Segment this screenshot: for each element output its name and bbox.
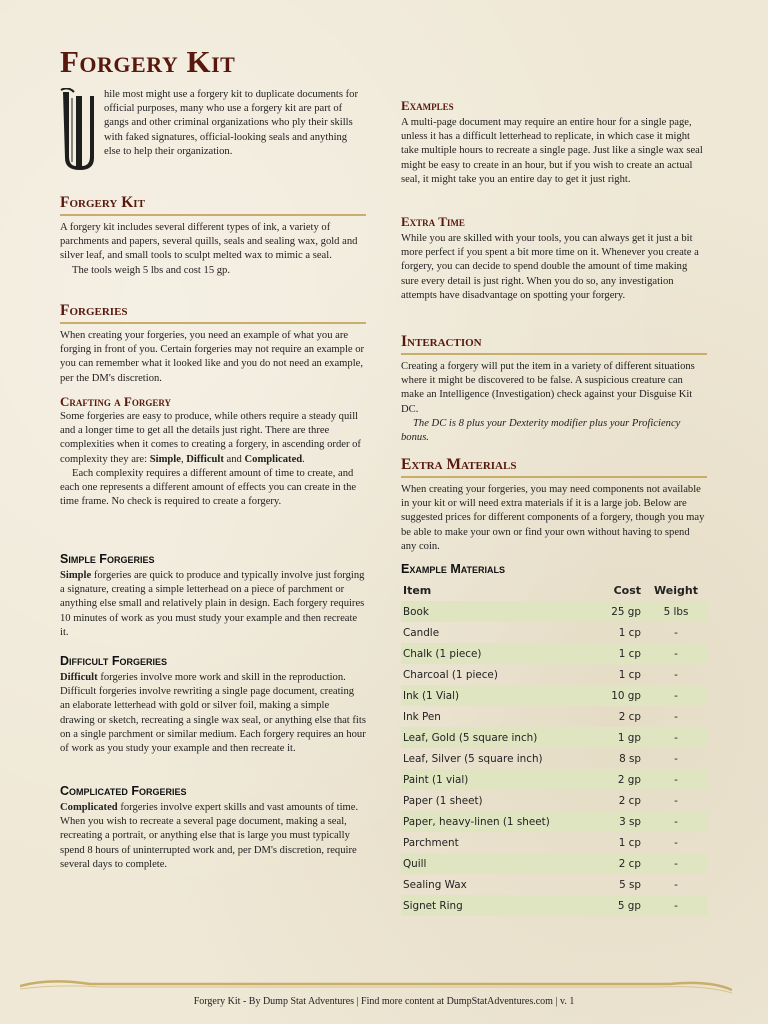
intro-text: hile most might use a forgery kit to duplicate documents for official purposes, many who use a forgery kit are part of gangs and other criminal organizations who ply their skills with faked signatures, official-looking seals and anything else to help their organization. xyxy=(104,89,359,157)
page-title: Forgery Kit xyxy=(60,44,236,79)
cell-weight: - xyxy=(645,769,707,790)
cell-cost: 10 gp xyxy=(591,685,645,706)
cell-item: Chalk (1 piece) xyxy=(401,643,591,664)
materials-table xyxy=(401,580,707,916)
cell-weight: - xyxy=(645,685,707,706)
difficult-p1: Difficult forgeries involve more work and skill in the reproduction. Difficult forgeries involve rewriting a single page document, creating an elaborate letterhead with gold or silver foil, making a simple drawing or sketch, recreating a single wax seal, or anything else that fits on a single parchment or similar medium. Each forgery requires an hour of work as you study your example and then recreate it. xyxy=(60,672,366,755)
cell-item: Signet Ring xyxy=(401,895,591,916)
table-row[interactable] xyxy=(401,811,707,832)
col-cost: Cost xyxy=(613,584,641,597)
col-weight: Weight xyxy=(654,584,698,597)
complicated-p1: Complicated forgeries involve expert skills and vast amounts of time. When you wish to recreate a several page document, making a seal, recreating a portrait, or anything else that is large you must typically spend 8 hours of uninterrupted work and, per DM's discretion, require several days to complete. xyxy=(60,802,359,870)
cell-cost: 2 gp xyxy=(591,769,645,790)
cell-item: Paper (1 sheet) xyxy=(403,794,483,807)
table-row[interactable] xyxy=(401,895,707,916)
table-row[interactable] xyxy=(401,622,707,643)
cell-weight: - xyxy=(645,895,707,916)
cell-weight: 5 lbs xyxy=(645,601,707,622)
cell-weight: - xyxy=(674,710,678,723)
extra-materials-p1: When creating your forgeries, you may need components not available in your kit or will need extra materials if it is a large job. Below are suggested prices for different components of a forgery, though you may be able to make your own or find your own without having to spend any coin. xyxy=(401,484,705,552)
cell-item: Quill xyxy=(401,853,591,874)
forgeries-p1: When creating your forgeries, you need an example of what you are forging in front of you. Certain forgeries may not require an example or you can remember what it looked like and you do not need an example, per the DM's discretion. xyxy=(60,330,365,384)
cell-item: Parchment xyxy=(403,836,459,849)
cell-weight: - xyxy=(645,643,707,664)
cell-cost: 25 gp xyxy=(591,601,645,622)
cell-cost: 1 cp xyxy=(618,836,641,849)
cell-weight: - xyxy=(645,853,707,874)
cell-weight: - xyxy=(674,626,678,639)
cell-cost: 2 cp xyxy=(591,853,645,874)
cell-item: Sealing Wax xyxy=(403,878,467,891)
heading-difficult: Difficult Forgeries xyxy=(60,654,167,668)
examples-p1: A multi-page document may require an entire hour for a single page, unless it has a difficult letterhead to replicate, in which case it might take multiple hours to recreate a single page. Just like a single wax seal might be easy to create in an hour, but if you wish to create an actual seal, it might take you an entire day to get it just right. xyxy=(401,117,703,185)
heading-interaction: Interaction xyxy=(401,333,707,355)
cell-weight: - xyxy=(674,878,678,891)
heading-example-materials: Example Materials xyxy=(401,562,506,576)
cell-weight: - xyxy=(645,727,707,748)
cell-weight: - xyxy=(674,752,678,765)
table-row[interactable] xyxy=(401,664,707,685)
table-row[interactable] xyxy=(401,601,707,622)
crafting-p2: Each complexity requires a different amount of time to create, and each one represents a different amount of effects you can create in the time frame. No check is required to create a forgery. xyxy=(60,467,357,508)
forgery-kit-p1: A forgery kit includes several different types of ink, a variety of parchments and papers, several quills, seals and sealing wax, gold and silver leaf, and small tools to sculpt melted wax to mimic a seal. xyxy=(60,222,358,262)
cell-item: Paint (1 vial) xyxy=(401,769,591,790)
table-row[interactable] xyxy=(401,790,707,811)
heading-simple: Simple Forgeries xyxy=(60,552,155,566)
cell-weight: - xyxy=(674,794,678,807)
cell-cost: 8 sp xyxy=(619,752,641,765)
table-row[interactable] xyxy=(401,853,707,874)
forgery-kit-p2: The tools weigh 5 lbs and cost 15 gp. xyxy=(72,264,231,276)
footer-ornament-icon xyxy=(20,976,732,994)
cell-item: Paper, heavy-linen (1 sheet) xyxy=(401,811,591,832)
page-footer: Forgery Kit - By Dump Stat Adventures | Find more content at DumpStatAdventures.com | v. 1 xyxy=(193,996,575,1007)
cell-item: Ink (1 Vial) xyxy=(401,685,591,706)
table-row[interactable] xyxy=(401,874,707,895)
table-row[interactable] xyxy=(401,769,707,790)
cell-item: Leaf, Gold (5 square inch) xyxy=(401,727,591,748)
cell-cost: 5 gp xyxy=(591,895,645,916)
cell-weight: - xyxy=(645,811,707,832)
cell-item: Charcoal (1 piece) xyxy=(403,668,498,681)
cell-cost: 1 cp xyxy=(618,668,641,681)
cell-cost: 1 cp xyxy=(591,643,645,664)
cell-cost: 5 sp xyxy=(619,878,641,891)
heading-complicated: Complicated Forgeries xyxy=(60,784,187,798)
heading-forgery-kit: Forgery Kit xyxy=(60,194,366,216)
cell-item: Leaf, Silver (5 square inch) xyxy=(403,752,543,765)
heading-extra-time: Extra Time xyxy=(401,214,465,229)
col-item: Item xyxy=(403,584,432,597)
cell-cost: 1 gp xyxy=(591,727,645,748)
heading-crafting: Crafting a Forgery xyxy=(60,394,172,409)
heading-extra-materials: Extra Materials xyxy=(401,456,707,478)
cell-cost: 2 cp xyxy=(618,710,641,723)
table-row[interactable] xyxy=(401,727,707,748)
table-row[interactable] xyxy=(401,706,707,727)
extra-time-p1: While you are skilled with your tools, you can always get it just a bit more perfect if you spent a bit more time on it. Whenever you create a forgery, you can decide to spend double the amount of time making sure every detail is just right. When you do so, any investigation attempts have disadvantage on spotting your forgery. xyxy=(401,233,699,301)
cell-weight: - xyxy=(674,836,678,849)
crafting-p1: Some forgeries are easy to produce, while others require a steady quill and a longer time to get all the details just right. There are three complexities when it comes to creating a forgery, in ascending order of complexity they are: Simple, Difficult and Complicated. xyxy=(60,411,361,465)
dropcap-w-icon xyxy=(60,88,96,172)
cell-cost: 3 sp xyxy=(591,811,645,832)
table-row[interactable] xyxy=(401,643,707,664)
table-row[interactable] xyxy=(401,748,707,769)
cell-weight: - xyxy=(674,668,678,681)
interaction-p2: The DC is 8 plus your Dexterity modifier plus your Proficiency bonus. xyxy=(401,417,681,444)
cell-cost: 1 cp xyxy=(618,626,641,639)
cell-item: Candle xyxy=(403,626,440,639)
table-header-row xyxy=(401,580,707,601)
cell-cost: 2 cp xyxy=(618,794,641,807)
heading-forgeries: Forgeries xyxy=(60,302,366,324)
table-row[interactable] xyxy=(401,685,707,706)
heading-examples: Examples xyxy=(401,98,454,113)
cell-item: Book xyxy=(401,601,591,622)
interaction-p1: Creating a forgery will put the item in a variety of different situations where it might be discovered to be false. A suspicious creature can make an Intelligence (Investigation) check against your Disguise Kit DC. xyxy=(401,361,695,415)
table-row[interactable] xyxy=(401,832,707,853)
table-body xyxy=(401,601,707,916)
simple-p1: Simple forgeries are quick to produce and typically involve just forging a signature, creating a simple letterhead on a piece of parchment or anything else small and relatively plain in design. Each forgery requires 10 minutes of work as you must study your example and then recreate it. xyxy=(60,570,365,638)
cell-item: Ink Pen xyxy=(403,710,441,723)
